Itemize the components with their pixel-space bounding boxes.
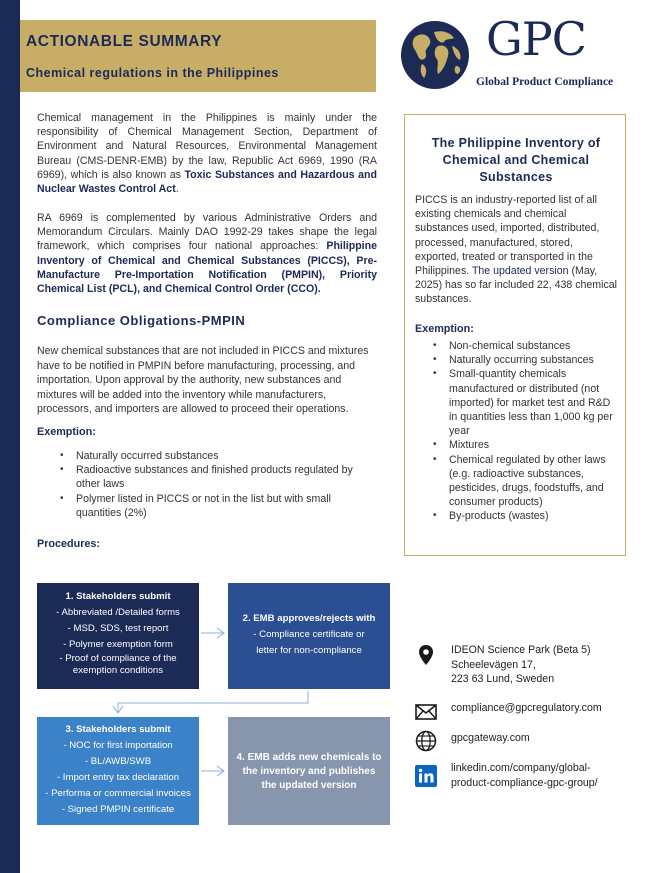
address-line: Scheelevägen 17, (451, 658, 536, 671)
page-title: ACTIONABLE SUMMARY (26, 33, 223, 50)
pmpin-paragraph: New chemical substances that are not included in PICCS and mixtures have to be notified in PMPIN before manufacturing, processing, and importation. Upon approval by the authority, new substances and mixtures will be added into the inventory while manufacturers, processors, and importers are allowed to proceed their operations. (37, 345, 369, 415)
address-line: 223 63 Lund, Sweden (451, 673, 555, 685)
flow-step-3 (37, 717, 199, 825)
flow-step-1-item: - Polymer exemption form (63, 639, 173, 650)
address-line: IDEON Science Park (Beta 5) (451, 644, 591, 656)
header-banner (20, 20, 376, 92)
globe-icon (400, 20, 470, 90)
arrow-right-1 (201, 628, 224, 638)
list-item: • Naturally occurring substances (433, 353, 615, 367)
linkedin-icon (414, 764, 438, 788)
flow-step-3-title: 3. Stakeholders submit (65, 724, 171, 735)
list-item: • Small-quantity chemicals manufactured or distributed (not imported) for market test and R&D in quantities less than 1,000 kg per year (433, 367, 615, 438)
piccs-exemption-label: Exemption: (415, 323, 474, 335)
linkedin-line: product-compliance-gpc-group/ (451, 776, 598, 789)
flow-step-1-item: - Proof of compliance of the exemption conditions (59, 653, 177, 676)
intro-paragraph-1 (37, 111, 377, 196)
left-accent-bar (0, 0, 20, 873)
list-item: • Non-chemical substances (433, 339, 615, 353)
logo-wordmark: GPC (486, 12, 586, 66)
linkedin-line: linkedin.com/company/global- (451, 762, 591, 774)
flow-step-1 (37, 583, 199, 689)
intro-law-name: Toxic Substances and Hazardous and Nuclear Wastes Control Act (37, 168, 377, 196)
intro-text-1-end: . (175, 183, 179, 196)
flow-step-1-item: - MSD, SDS, test report (67, 623, 169, 634)
flow-step-1-item: - Abbreviated /Detailed forms (56, 607, 180, 618)
flow-step-2-title: 2. EMB approves/rejects with (242, 613, 376, 624)
piccs-text-a: PICCS is an industry-reported list of all existing chemicals and chemical substances used, imported, distributed, processed, manufactured, stored, exported, treated or transported in the Philippines. (415, 194, 600, 278)
list-item: • Naturally occurred substances (60, 449, 360, 463)
list-item: • Chemical regulated by other laws (e.g. radioactive substances, pesticides, drugs, foodstuffs, and consumer products) (433, 453, 615, 510)
address-block (451, 643, 591, 687)
flow-step-3-item: - Signed PMPIN certificate (61, 804, 175, 815)
gpc-logo (400, 12, 625, 94)
linkedin-link[interactable] (451, 761, 598, 790)
pmpin-exemption-label: Exemption: (37, 426, 96, 438)
flow-step-3-item: - NOC for first importation (63, 740, 173, 751)
piccs-text-c: (May, 2025) has so far included 22, 438 chemical substances. (415, 265, 617, 306)
email-icon (414, 700, 438, 724)
location-pin-icon (414, 643, 438, 667)
list-item: • Mixtures (433, 438, 615, 452)
flow-step-2-item: - Compliance certificate or letter for non-compliance (253, 629, 365, 656)
intro-approaches: Philippine Inventory of Chemical and Chemical Substances (PICCS), Pre-Manufacture Pre-Importation Notification (PMPIN), Priority Chemical List (PCL), and Chemical Control Order (CCO). (37, 240, 377, 296)
piccs-sidebox (404, 114, 626, 556)
intro-text-1: Chemical management in the Philippines is mainly under the responsibility of Chemical Management Section, Department of Environment and Natural Resources, Environmental Management Bureau (CMS-DENR-EMB) by the law, Republic Act 6969, 1990 (RA 6969), which is also known as (37, 112, 377, 181)
flow-step-3-item: - BL/AWB/SWB (84, 756, 152, 767)
pmpin-heading: Compliance Obligations-PMPIN (37, 313, 246, 328)
piccs-title: The Philippine Inventory of Chemical and Chemical Substances (431, 136, 601, 184)
intro-text-2: RA 6969 is complemented by various Administrative Orders and Memorandum Circulars. Mainly DAO 1992-29 takes shape the legal framework, which comprises four national approaches: (37, 212, 377, 253)
flow-step-3-item: - Import entry tax declaration (56, 772, 180, 783)
arrow-right-2 (201, 766, 224, 776)
page-subtitle: Chemical regulations in the Philippines (26, 66, 279, 80)
web-globe-icon (414, 729, 438, 753)
procedures-label: Procedures: (37, 538, 101, 550)
intro-paragraph-2 (37, 211, 377, 296)
website-link[interactable]: gpcgateway.com (451, 732, 530, 744)
piccs-description (415, 193, 619, 307)
flow-step-4-title: 4. EMB adds new chemicals to the inventory and publishes the updated version (236, 752, 382, 791)
flow-step-3-item: - Performa or commercial invoices (45, 788, 191, 799)
logo-tagline: Global Product Compliance (476, 76, 614, 88)
arrow-down-bend (113, 691, 308, 713)
piccs-updated-version: The updated version (471, 265, 569, 278)
email-link[interactable]: compliance@gpcregulatory.com (451, 702, 602, 714)
flow-step-2 (228, 583, 390, 689)
piccs-exemption-list (433, 339, 615, 524)
flow-step-4 (228, 717, 390, 825)
list-item: • Radioactive substances and finished products regulated by other laws (60, 463, 360, 491)
flow-step-1-title: 1. Stakeholders submit (65, 591, 171, 602)
pmpin-exemption-list (60, 449, 360, 520)
list-item: • By-products (wastes) (433, 509, 615, 523)
list-item: • Polymer listed in PICCS or not in the list but with small quantities (2%) (60, 492, 360, 520)
